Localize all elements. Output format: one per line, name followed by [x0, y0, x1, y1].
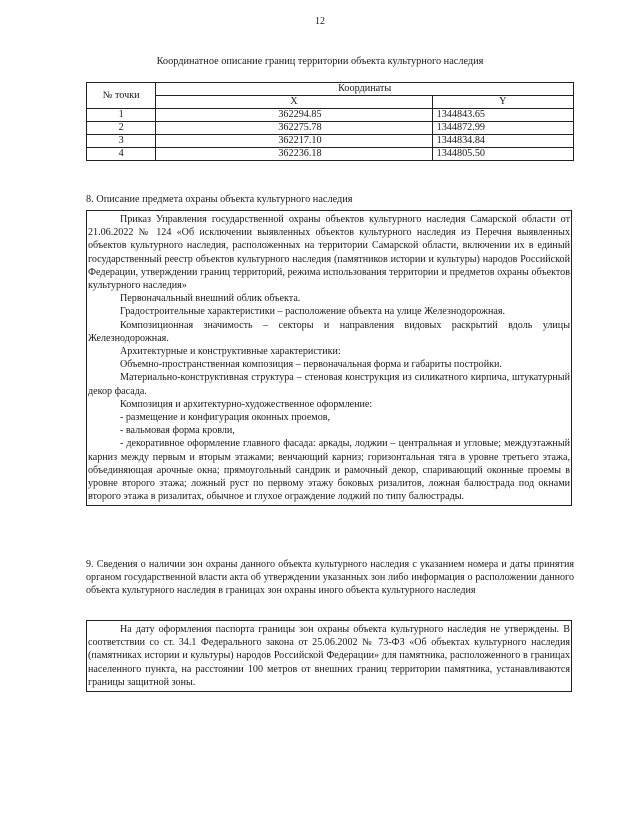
coordinates-table	[86, 82, 574, 161]
x-value: 362294.85	[156, 109, 432, 122]
paragraph: На дату оформления паспорта границы зон охраны объекта культурного наследия не утверждены. В соответствии со ст. 34.1 Федерального закона от 25.06.2002 № 73-ФЗ «Об объектах культурного наследия (памятниках истории и культуры) народов Российской Федерации» для памятника, расположенного в границах населенного пункта, на расстоянии 100 метров от внешних границ территории памятника, устанавливаются границы защитной зоны.	[88, 624, 570, 688]
header-point-number: № точки	[87, 83, 156, 109]
point-number: 3	[87, 135, 156, 148]
paragraph: Архитектурные и конструктивные характеристики:	[120, 346, 341, 358]
y-value: 1344834.84	[432, 135, 573, 148]
table-row	[87, 122, 574, 135]
section-9-box	[86, 620, 572, 692]
table-row	[87, 109, 574, 122]
paragraph: Градостроительные характеристики – расположение объекта на улице Железнодорожная.	[120, 306, 506, 318]
table-row	[87, 148, 574, 161]
x-value: 362275.78	[156, 122, 432, 135]
y-value: 1344805.50	[432, 148, 573, 161]
x-value: 362236.18	[156, 148, 432, 161]
point-number: 4	[87, 148, 156, 161]
paragraph: Приказ Управления государственной охраны объектов культурного наследия Самарской области от 21.06.2022 № 124 «Об исключении выявленных объектов культурного наследия из Перечня выявленных объектов культурного наследия, расположенных на территории Самарской области, включении их в единый государственный реестр объектов культурного наследия (памятников истории и культуры) народов Российской Федерации, утверждении границ территорий, режима использования территории и предметов охраны объектов культурного наследия»	[88, 214, 570, 292]
paragraph: Первоначальный внешний облик объекта.	[120, 293, 301, 305]
point-number: 1	[87, 109, 156, 122]
table-row	[87, 135, 574, 148]
y-value: 1344843.65	[432, 109, 573, 122]
paragraph: Композиция и архитектурно-художественное оформление:	[120, 398, 373, 410]
page-number: 12	[315, 16, 325, 27]
header-x: X	[156, 96, 432, 109]
paragraph: - вальмовая форма кровли,	[120, 425, 235, 437]
paragraph: Композиционная значимость – секторы и направления видовых раскрытий вдоль улицы Железнодорожная.	[88, 319, 570, 344]
section-8-box	[86, 210, 572, 506]
x-value: 362217.10	[156, 135, 432, 148]
section-8-title: 8. Описание предмета охраны объекта культурного наследия	[86, 194, 353, 205]
paragraph: Объемно-пространственная композиция – первоначальная форма и габариты постройки.	[120, 359, 502, 371]
coordinates-title: Координатное описание границ территории объекта культурного наследия	[156, 56, 484, 67]
paragraph: Материально-конструктивная структура – стеновая конструкция из силикатного кирпича, штукатурный декор фасада.	[88, 372, 570, 397]
header-coordinates: Координаты	[156, 83, 574, 96]
paragraph: - размещение и конфигурация оконных проемов,	[120, 412, 331, 424]
point-number: 2	[87, 122, 156, 135]
paragraph: 9. Сведения о наличии зон охраны данного объекта культурного наследия с указанием номера и даты принятия органом государственной власти акта об утверждении указанных зон либо информация о расположении данного объекта культурного наследия в границах зон охраны иного объекта культурного наследия	[86, 559, 574, 597]
paragraph: - декоративное оформление главного фасада: аркады, лоджии – центральная и угловые; междуэтажный карниз между первым и вторым этажами; венчающий карниз; горизонтальная тяга в уровне третьего этажа, объединяющая арочные окна; прямоугольный сандрик и рамочный декор, спаривающий оконные проемы в уровне второго этажа; ложный руст по первому этажу боковых ризалитов, ложная балюстрада под окнами второго этажа в ризалитах, обычное и глухое ограждение лоджий по типу балюстрады.	[88, 438, 570, 503]
section-9-title	[86, 558, 574, 598]
y-value: 1344872.99	[432, 122, 573, 135]
header-y: Y	[432, 96, 573, 109]
